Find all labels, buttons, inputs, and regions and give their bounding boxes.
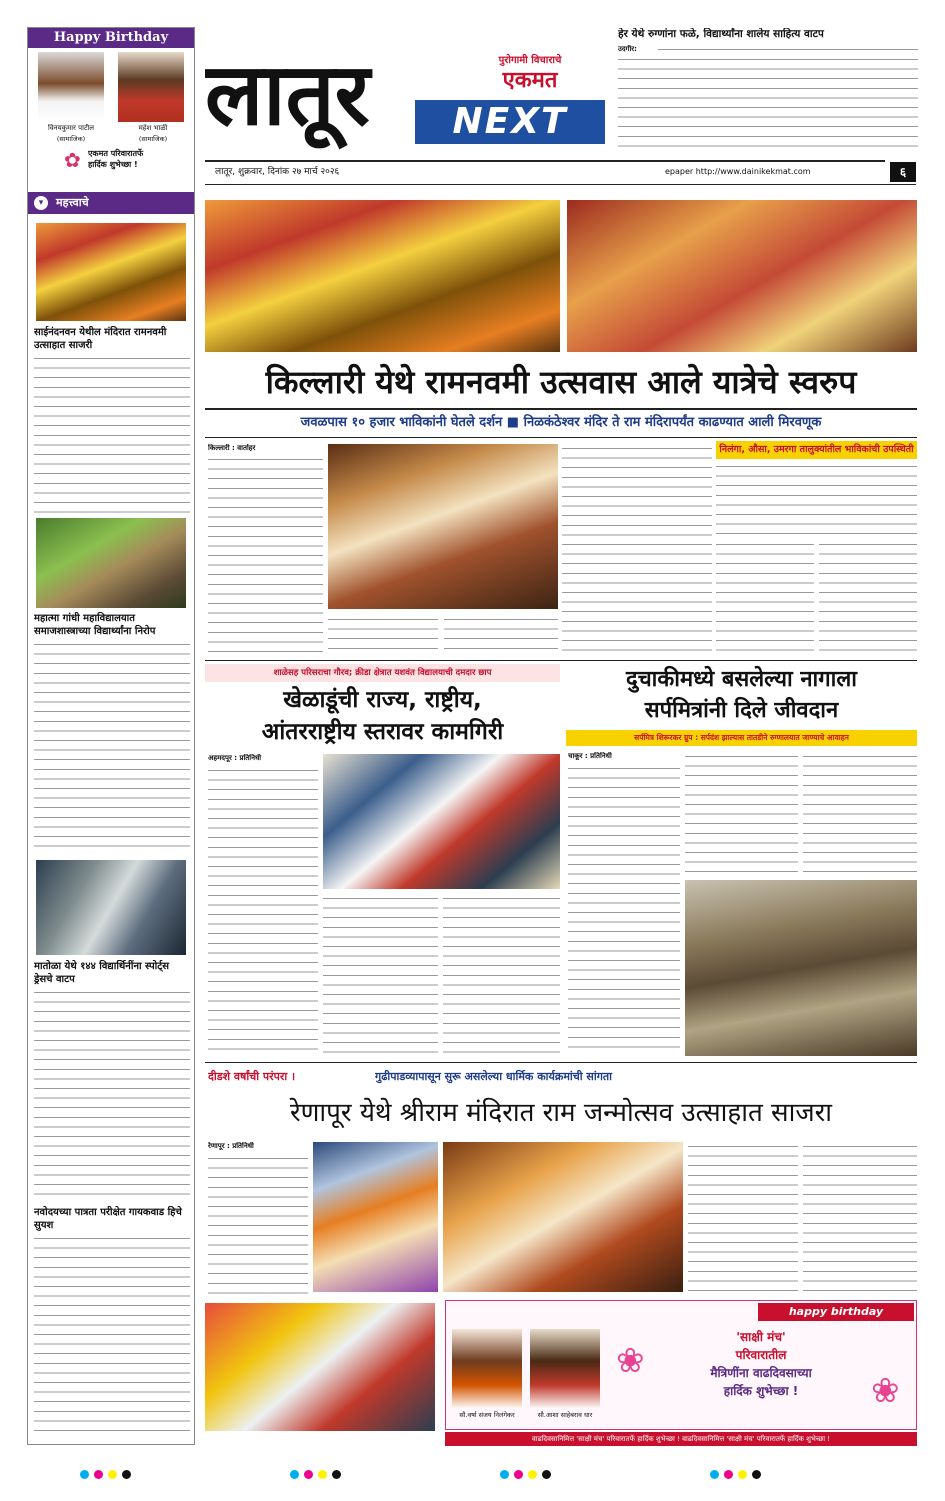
brand-logo: एकमत <box>502 67 558 93</box>
birthday-box <box>445 1300 917 1430</box>
sidebar-story-1-body <box>34 354 190 514</box>
lead-col-1 <box>208 455 323 655</box>
sidebar-story-4-title: नवोदयच्या पात्रता परीक्षेत गायकवाड हिचे सुयश <box>34 1207 182 1231</box>
birthday-greeting-2: हार्दिक शुभेच्छा ! <box>88 160 138 169</box>
lead-side-col-2 <box>819 540 917 657</box>
top-right-body <box>658 45 918 55</box>
snake-photo <box>685 880 917 1056</box>
section-rule-1 <box>205 660 917 661</box>
snake-dateline: चाकूर : प्रतिनिधी <box>568 752 612 760</box>
lead-col-4 <box>562 444 712 657</box>
birthday-role-2: (सामाजिक) <box>138 135 168 143</box>
birthday-message-4: हार्दिक शुभेच्छा ! <box>723 1384 799 1398</box>
sidebar-photo-students <box>36 860 186 955</box>
sports-dateline: अहमदपूर : प्रतिनिधी <box>208 754 262 762</box>
sports-photo <box>323 754 560 889</box>
snake-col-3 <box>803 752 917 874</box>
lead-photo-1 <box>205 200 560 352</box>
sidebar <box>27 27 195 1445</box>
renapur-photo-idols <box>313 1142 438 1292</box>
renapur-col-2 <box>688 1142 798 1292</box>
sports-col-2 <box>323 894 438 1056</box>
birthday-box-title: happy birthday <box>758 1303 914 1321</box>
sidebar-photo-temple <box>36 223 186 321</box>
birthday-portrait-2 <box>530 1329 600 1409</box>
lead-side-body <box>716 462 917 536</box>
snake-col-1 <box>568 764 680 1056</box>
sidebar-story-2-title: महात्मा गांधी महाविद्यालयात समाजशास्त्राच्या विद्यार्थ्यांना निरोप <box>34 613 156 637</box>
sports-col-3 <box>443 894 560 1056</box>
snake-headline-1: दुचाकीमध्ये बसलेल्या नागाला <box>626 667 857 692</box>
sports-col-1 <box>208 766 318 1056</box>
lead-dateline: किल्लारी : वार्ताहर <box>208 444 256 452</box>
birthday-photo-2 <box>118 52 184 122</box>
sports-headline-1: खेळाडूंची राज्य, राष्ट्रीय, <box>283 687 482 713</box>
lead-side-head: निलंगा, औसा, उमरगा तालुक्यांतील भाविकांची उपस्थिती <box>716 441 917 459</box>
masthead-rule <box>205 160 885 162</box>
lead-rule <box>205 408 917 410</box>
masthead-title: लातूर <box>205 45 370 145</box>
birthday-message-1: 'साक्षी मंच' <box>736 1330 786 1344</box>
tulip-icon: ❀ <box>871 1371 900 1411</box>
renapur-dateline: रेणापूर : प्रतिनिधी <box>208 1142 254 1150</box>
top-right-headline: हेर येथे रुग्णांना फळे, विद्यार्थ्यांना शालेय साहित्य वाटप <box>618 28 824 40</box>
renapur-col-3 <box>803 1142 917 1292</box>
birthday-header: Happy Birthday <box>28 28 194 48</box>
birthday-message-3: मैत्रिणींना वाढदिवसाच्या <box>710 1366 812 1380</box>
lead-photo-ram-idols <box>328 444 558 609</box>
snake-headline-2: सर्पमित्रांनी दिले जीवदान <box>644 698 839 723</box>
section-rule-2 <box>205 1062 917 1063</box>
snake-col-2 <box>685 752 798 874</box>
snake-kicker: सर्पमित्र शिरूरकर ग्रुप : सर्पदंश झाल्यास तातडीने रुग्णालयात जाण्याचे आवाहन <box>566 730 917 746</box>
page-number: ६ <box>890 162 916 182</box>
renapur-kicker-red: दीडशे वर्षांची परंपरा । <box>208 1070 296 1083</box>
renapur-kicker: गुढीपाडव्यापासून सुरू असलेल्या धार्मिक कार्यक्रमांची सांगता <box>375 1070 613 1083</box>
birthday-name-b: सौ.आशा साहेबराव धार <box>537 1411 593 1419</box>
birthday-name-2: महेश भाळी <box>138 124 168 132</box>
sports-kicker: शाळेसह परिसराचा गौरव; क्रीडा क्षेत्रात यशवंत विद्यालयाची दमदार छाप <box>205 664 560 682</box>
brand-tagline: पुरोगामी विचाराचे <box>498 55 562 66</box>
lead-rule-2 <box>205 437 917 438</box>
birthday-portrait-1 <box>452 1329 522 1409</box>
birthday-greeting-1: एकमत परिवारातर्फे <box>88 149 144 158</box>
birthday-photo-1 <box>38 52 104 122</box>
lead-side-col-1 <box>716 540 814 657</box>
top-right-body-2 <box>618 55 918 150</box>
birthday-name-1: विनयकुमार पाटील <box>48 124 94 132</box>
section-label: महत्त्वाचे <box>28 192 194 214</box>
lead-subhead: जवळपास १० हजार भाविकांनी घेतले दर्शन ■ निळकंठेश्वर मंदिर ते राम मंदिरापर्यंत काढण्यात आली मिरवणूक <box>300 415 822 430</box>
birthday-message-2: परिवारातील <box>735 1348 787 1362</box>
renapur-photo-group <box>205 1303 435 1431</box>
date-line: लातूर, शुक्रवार, दिनांक २७ मार्च २०२६ <box>215 167 340 177</box>
next-logo: NEXT <box>415 100 605 144</box>
lead-photo-2 <box>567 200 917 352</box>
sports-headline-2: आंतरराष्ट्रीय स्तरावर कामगिरी <box>261 719 504 745</box>
sidebar-photo-college <box>36 518 186 608</box>
birthday-name-a: सौ.वर्षा संजय निलंगेकर <box>459 1411 515 1419</box>
tulip-icon: ❀ <box>616 1341 645 1381</box>
birthday-role-1: (सामाजिक) <box>56 135 86 143</box>
flower-icon: ✿ <box>64 148 81 172</box>
sidebar-story-1-title: साईनंदनवन येथील मंदिरात रामनवमी उत्साहात साजरी <box>34 327 167 351</box>
top-right-dateline: उदगीर: <box>618 45 637 53</box>
epaper-line: epaper http://www.dainikekmat.com <box>665 167 811 176</box>
renapur-photo-temple <box>443 1142 683 1292</box>
lead-col-2 <box>328 615 438 657</box>
sidebar-story-3-title: मातोळा येथे १४४ विद्यार्थिनींना स्पोर्ट्स ड्रेसचे वाटप <box>34 961 170 985</box>
birthday-footer-strip: वाढदिवसानिमित्त 'साक्षी मंच' परिवारातर्फे हार्दिक शुभेच्छा ! वाढदिवसानिमित्त 'साक्षी मंच' परिवारातर्फे हार्दिक शुभेच्छा ! <box>445 1432 917 1446</box>
lead-col-3 <box>444 615 558 657</box>
renapur-headline: रेणापूर येथे श्रीराम मंदिरात राम जन्मोत्सव उत्साहात साजरा <box>290 1098 832 1128</box>
renapur-col-1 <box>208 1154 308 1296</box>
sidebar-story-4-body <box>34 1234 190 1439</box>
masthead-rule-2 <box>205 184 916 185</box>
sidebar-story-3-body <box>34 988 190 1203</box>
lead-headline: किल्लारी येथे रामनवमी उत्सवास आले यात्रेचे स्वरुप <box>265 363 857 401</box>
chevron-down-icon: ▾ <box>34 196 48 210</box>
sidebar-story-2-body <box>34 640 190 855</box>
